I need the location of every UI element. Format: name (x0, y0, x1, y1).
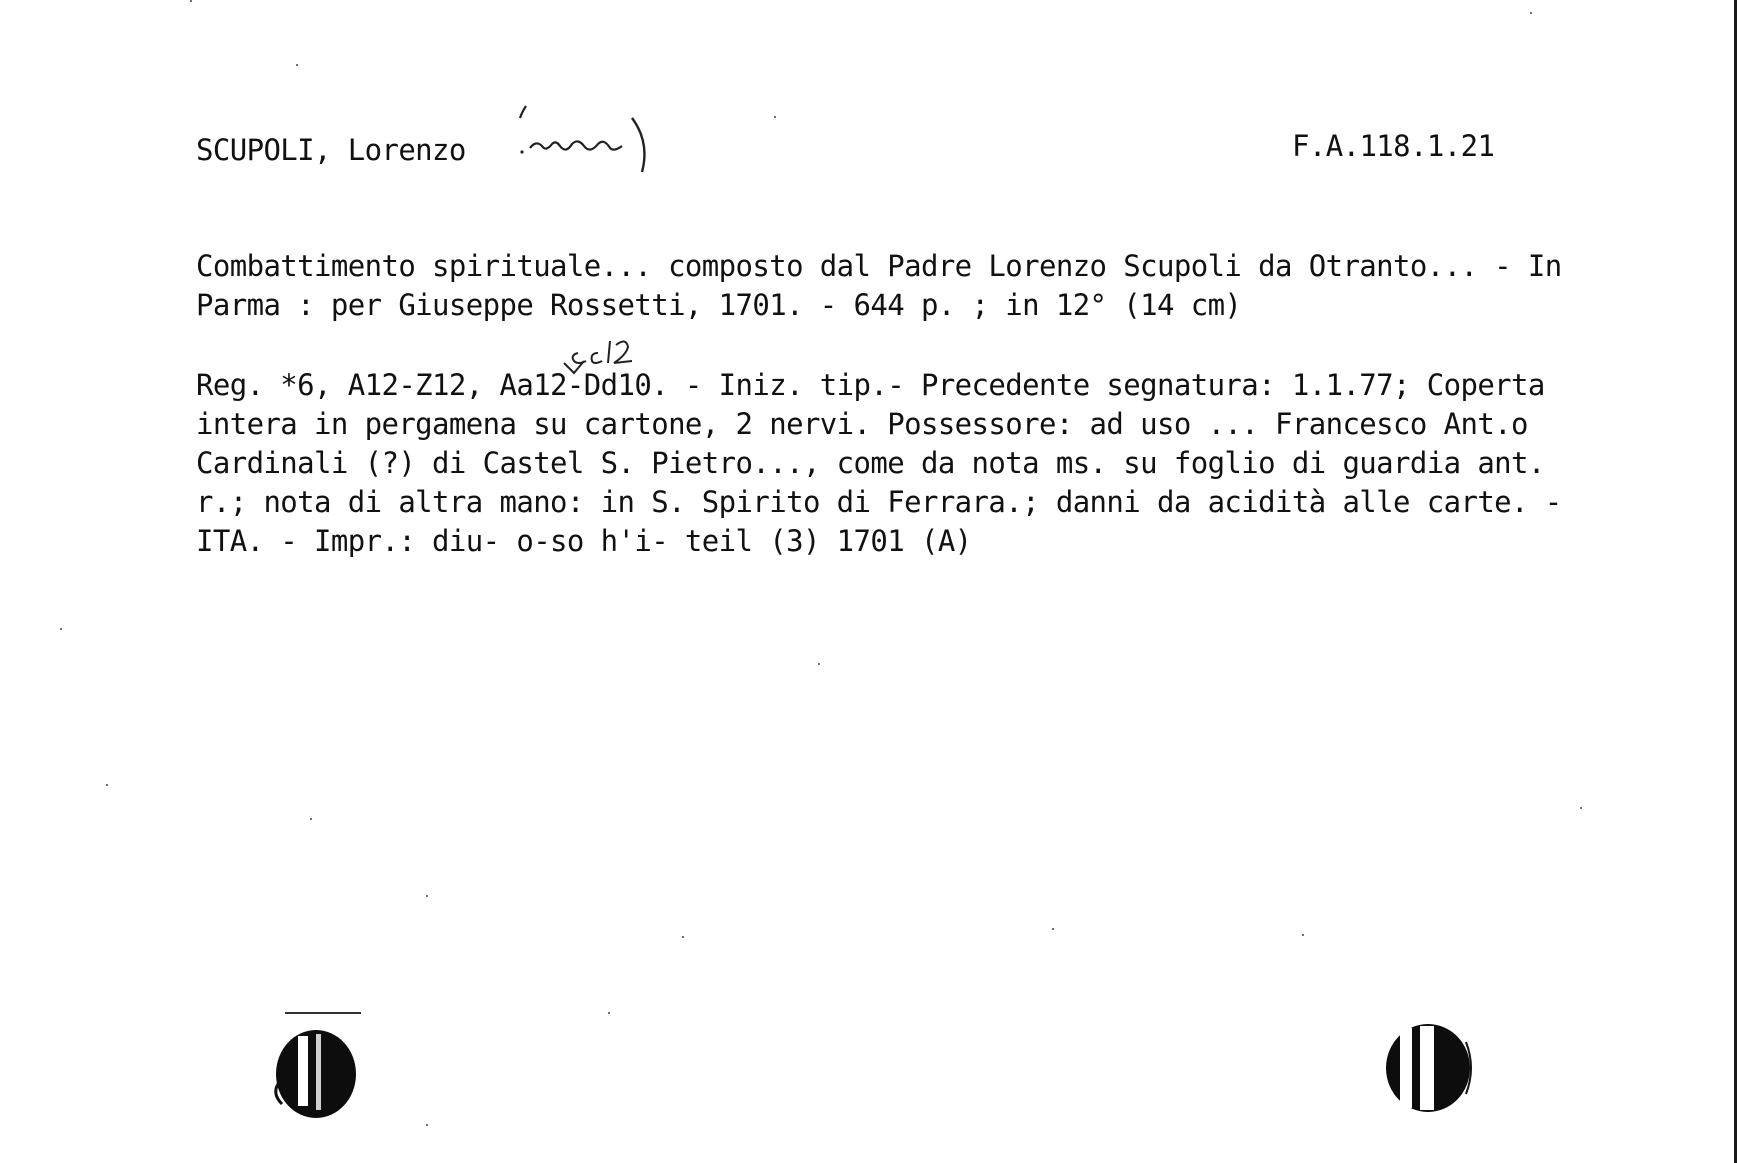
speck (426, 895, 428, 897)
speck (296, 64, 298, 66)
note-line: ITA. - Impr.: diu- o-so h'i- teil (3) 1701 (A) (196, 524, 972, 558)
speck (1580, 807, 1582, 809)
punch-hole-left (268, 1024, 364, 1124)
title-statement (196, 247, 1562, 325)
speck (1530, 12, 1532, 14)
punch-hole-right (1378, 1018, 1478, 1118)
author-heading: SCUPOLI, Lorenzo (196, 133, 466, 167)
speck (682, 936, 684, 938)
speck (190, 0, 192, 2)
speck (426, 1124, 428, 1126)
note-line: intera in pergamena su cartone, 2 nervi. Possessore: ad uso ... Francesco Ant.o (196, 407, 1528, 441)
speck (106, 784, 108, 786)
note-line: Reg. *6, A12-Z12, Aa12-Dd10. - Iniz. tip.- Precedente segnatura: 1.1.77; Coperta (196, 368, 1545, 402)
speck (60, 628, 62, 630)
handwritten-annotation (512, 100, 702, 180)
speck (1052, 928, 1054, 930)
speck (608, 1012, 610, 1014)
speck (1302, 934, 1304, 936)
physical-notes (196, 366, 1562, 561)
shelfmark: F.A.118.1.21 (1292, 129, 1495, 163)
speck (310, 818, 312, 820)
speck (818, 663, 820, 665)
pencil-rule (285, 1012, 361, 1014)
title-line: Combattimento spirituale... composto dal Padre Lorenzo Scupoli da Otranto... - In (196, 249, 1562, 283)
note-line: Cardinali (?) di Castel S. Pietro..., come da nota ms. su foglio di guardia ant. (196, 446, 1545, 480)
speck (774, 116, 776, 118)
title-line: Parma : per Giuseppe Rossetti, 1701. - 644 p. ; in 12° (14 cm) (196, 288, 1242, 322)
note-line: r.; nota di altra mano: in S. Spirito di Ferrara.; danni da acidità alle carte. - (196, 485, 1562, 519)
